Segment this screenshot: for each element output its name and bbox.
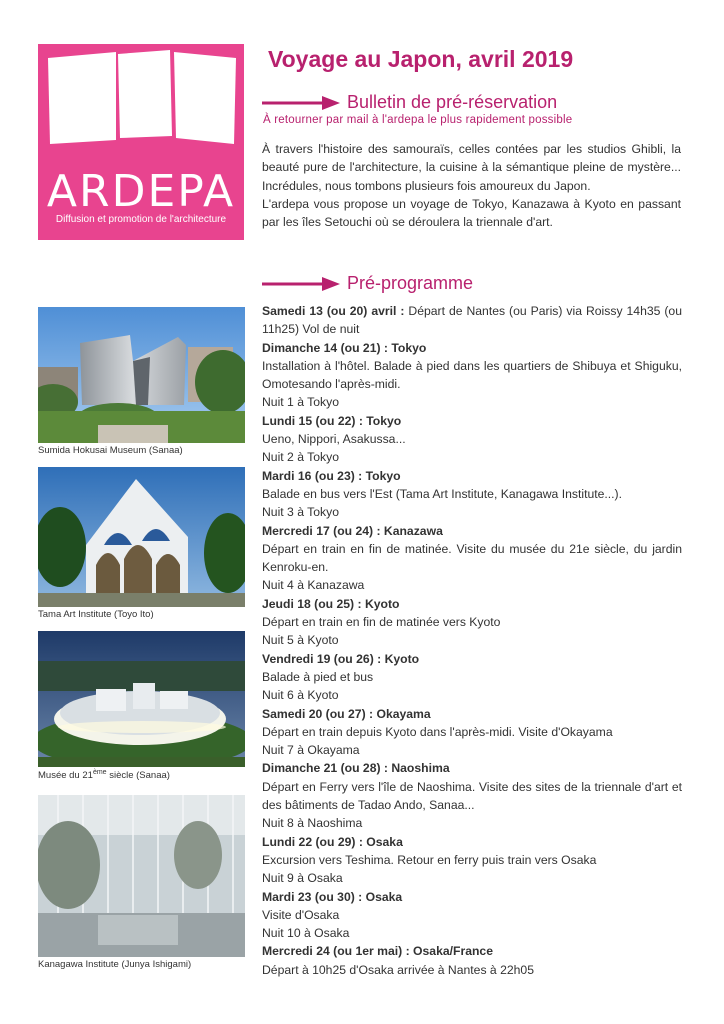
logo-name: ARDEPA	[46, 166, 236, 217]
arrow-right-icon	[262, 276, 342, 292]
day-title: Dimanche 21 (ou 28) : Naoshima	[262, 761, 450, 776]
day-description: Installation à l'hôtel. Balade à pied dans les quartiers de Shibuya et Shiguku, Omotesando l'après-midi.	[262, 358, 682, 392]
day-description: Visite d'Osaka	[262, 907, 340, 922]
day-description: Départ de Nantes (ou Paris) via Roissy 14h35 (ou 11h25) Vol de nuit	[262, 304, 682, 337]
day-description: Excursion vers Teshima. Retour en ferry puis train vers Osaka	[262, 852, 597, 867]
day-night: Nuit 2 à Tokyo	[262, 450, 340, 465]
day-title: Mardi 16 (ou 23) : Tokyo	[262, 468, 401, 483]
program-day	[262, 522, 682, 540]
day-title: Samedi 13 (ou 20) avril :	[262, 304, 405, 318]
program-day	[262, 833, 682, 851]
photo-caption: Musée du 21ème siècle (Sanaa)	[38, 769, 170, 782]
day-description: Ueno, Nippori, Asakussa...	[262, 432, 406, 447]
day-description: Départ en train en fin de matinée vers Kyoto	[262, 615, 501, 630]
program-day	[262, 595, 682, 613]
page-title: Voyage au Japon, avril 2019	[268, 46, 574, 72]
program-day	[262, 942, 682, 960]
intro-paragraph: À travers l'histoire des samouraïs, celles contées par les studios Ghibli, la beauté pure de l'architecture, la cuisine à la sémantique pleine de mystère... Incrédules, nous tombons plusieurs fois amoureux du Japon.	[262, 142, 681, 193]
day-night: Nuit 4 à Kanazawa	[262, 578, 365, 593]
sumida-museum-photo	[38, 307, 245, 443]
day-night: Nuit 7 à Okayama	[262, 743, 360, 758]
day-night: Nuit 5 à Kyoto	[262, 633, 339, 648]
arrow-right-icon	[262, 95, 342, 111]
program-day	[262, 412, 682, 430]
bulletin-heading: Bulletin de pré-réservation	[347, 92, 558, 112]
day-description: Départ en Ferry vers l'île de Naoshima. Visite des sites de la triennale d'art et des bâtiments de Tadao Ando, Sanaa...	[262, 779, 682, 813]
bulletin-subheading: À retourner par mail à l'ardepa le plus rapidement possible	[263, 114, 573, 126]
program-day	[262, 302, 682, 339]
program-day	[262, 467, 682, 485]
photo-caption: Tama Art Institute (Toyo Ito)	[38, 609, 154, 620]
day-description: Balade à pied et bus	[262, 669, 374, 684]
day-night: Nuit 8 à Naoshima	[262, 816, 363, 831]
program-day	[262, 888, 682, 906]
day-description: Départ en train depuis Kyoto dans l'après-midi. Visite d'Okayama	[262, 724, 613, 739]
program-day	[262, 705, 682, 723]
day-title: Jeudi 18 (ou 25) : Kyoto	[262, 596, 400, 611]
day-description: Départ à 10h25 d'Osaka arrivée à Nantes à 22h05	[262, 962, 534, 977]
day-title: Mercredi 24 (ou 1er mai) : Osaka/France	[262, 944, 493, 959]
day-title: Dimanche 14 (ou 21) : Tokyo	[262, 340, 427, 355]
day-night: Nuit 3 à Tokyo	[262, 505, 340, 520]
day-night: Nuit 6 à Kyoto	[262, 688, 339, 703]
day-title: Lundi 22 (ou 29) : Osaka	[262, 834, 403, 849]
museum-21st-century-photo	[38, 631, 245, 767]
intro-paragraph: L'ardepa vous propose un voyage de Tokyo, Kanazawa à Kyoto en passant par les îles Setouchi où se déroulera la triennale d'art.	[262, 196, 681, 230]
day-title: Mardi 23 (ou 30) : Osaka	[262, 889, 403, 904]
intro-text	[262, 140, 681, 231]
logo-tagline: Diffusion et promotion de l'architecture	[55, 214, 227, 225]
day-night: Nuit 1 à Tokyo	[262, 395, 340, 410]
program-day	[262, 650, 682, 668]
tama-institute-photo	[38, 467, 245, 607]
ardepa-logo	[38, 44, 244, 240]
day-title: Vendredi 19 (ou 26) : Kyoto	[262, 651, 420, 666]
photo-caption: Sumida Hokusai Museum (Sanaa)	[38, 445, 183, 456]
photo-caption: Kanagawa Institute (Junya Ishigami)	[38, 959, 192, 970]
day-title: Lundi 15 (ou 22) : Tokyo	[262, 413, 402, 428]
program-heading: Pré-programme	[347, 273, 474, 293]
day-description: Départ en train en fin de matinée. Visite du musée du 21e siècle, du jardin Kenroku-en.	[262, 541, 682, 575]
day-description: Balade en bus vers l'Est (Tama Art Institute, Kanagawa Institute...).	[262, 486, 623, 501]
program-day	[262, 759, 682, 777]
day-night: Nuit 10 à Osaka	[262, 926, 350, 941]
program-day	[262, 339, 682, 357]
day-night: Nuit 9 à Osaka	[262, 871, 343, 886]
day-title: Mercredi 17 (ou 24) : Kanazawa	[262, 523, 443, 538]
kanagawa-institute-photo	[38, 795, 245, 957]
program-list	[262, 302, 682, 979]
day-title: Samedi 20 (ou 27) : Okayama	[262, 706, 431, 721]
